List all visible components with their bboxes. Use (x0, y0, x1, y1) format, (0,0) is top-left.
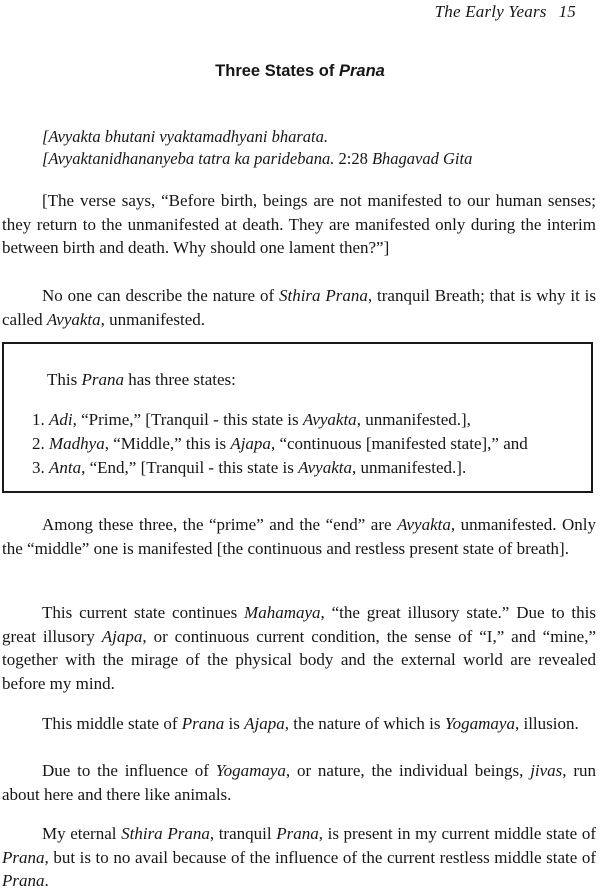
verse-quote (42, 126, 592, 170)
three-states-box (2, 342, 593, 493)
running-header (435, 2, 576, 22)
list-item: 1. Adi, “Prime,” [Tranquil - this state is Avyakta, unmanifested.], (32, 410, 471, 429)
verse-line-1: [Avyakta bhutani vyaktamadhyani bharata. (42, 127, 328, 146)
paragraph-verse-meaning: [The verse says, “Before birth, beings are not manifested to our human senses; they return to the unmanifested at death. They are manifested only during the interim between birth and death. Why should one lament then?”] (2, 191, 596, 257)
verse-line-2 (42, 148, 592, 170)
section-title-italic: Prana (338, 62, 385, 80)
paragraph-mahamaya: This current state continues Mahamaya, “the great illusory state.” Due to this great illusory Ajapa, or continuous current condition, the sense of “I,” and “mine,” together with the mirage of the physical body and the external world are revealed before my mind. (2, 603, 596, 693)
paragraph-sthira-prana: No one can describe the nature of Sthira Prana, tranquil Breath; that is why it is called Avyakta, unmanifested. (2, 286, 597, 329)
verse-source: Bhagavad Gita (371, 149, 473, 168)
paragraph-yogamaya: This middle state of Prana is Ajapa, the nature of which is Yogamaya, illusion. (42, 714, 579, 733)
box-intro: This Prana has three states: (47, 370, 236, 389)
section-title (0, 62, 600, 81)
paragraph-eternal-prana: My eternal Sthira Prana, tranquil Prana, is present in my current middle state of Prana, but is to no avail because of the influence of the current restless middle state of Prana. (2, 824, 597, 890)
page-number: 15 (558, 2, 576, 21)
verse-reference: 2:28 (338, 149, 368, 168)
section-title-text: Three States of (215, 62, 335, 80)
list-item: 3. Anta, “End,” [Tranquil - this state is Avyakta, unmanifested.]. (32, 458, 467, 477)
paragraph-three-states: Among these three, the “prime” and the “end” are Avyakta, unmanifested. Only the “middle” one is manifested [the continuous and restless present state of breath]. (2, 515, 596, 558)
paragraph-jivas: Due to the influence of Yogamaya, or nature, the individual beings, jivas, run about here and there like animals. (2, 761, 597, 804)
states-list (32, 408, 528, 480)
list-item: 2. Madhya, “Middle,” this is Ajapa, “continuous [manifested state],” and (32, 434, 528, 453)
running-title: The Early Years (434, 2, 547, 21)
verse-line-2-text: [Avyaktanidhananyeba tatra ka paridebana. (42, 149, 335, 168)
